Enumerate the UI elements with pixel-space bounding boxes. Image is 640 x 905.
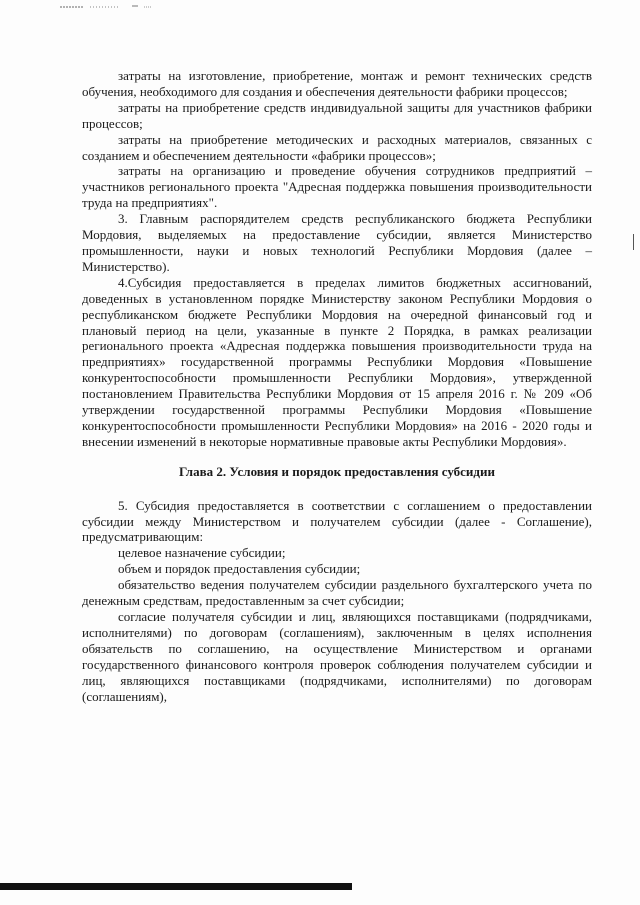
paragraph-item-3: 3. Главным распорядителем средств республиканского бюджета Республики Мордовия, выделяемых на предоставление субсидии, является Министерство промышленности, науки и новых технологий Республики Мордовия (далее – Министерство). xyxy=(82,211,592,274)
document-body xyxy=(82,68,592,704)
paragraph-target-purpose: целевое назначение субсидии; xyxy=(118,545,286,561)
paragraph-item-4: 4.Субсидия предоставляется в пределах лимитов бюджетных ассигнований, доведенных в установленном порядке Министерству законом Республики Мордовия о республиканском бюджете Республики Мордовия на очередной финансовый год и плановый период на цели, указанные в пункте 2 Порядка, в рамках реализации регионального проекта «Адресная поддержка повышения производительности труда на предприятиях» государственной программы Республики Мордовия «Повышение конкурентоспособности промышленности Республики Мордовия», утвержденной постановлением Правительства Республики Мордовия от 15 апреля 2016 г. № 209 «Об утверждении государственной программы Республики Мордовия «Повышение конкурентоспособности промышленности Республики Мордовия» на 2016 - 2020 годы и внесении изменений в некоторые нормативные правовые акты Республики Мордовия». xyxy=(82,274,592,449)
scan-header-artifact xyxy=(60,4,170,10)
paragraph-costs-training: затраты на организацию и проведение обучения сотрудников предприятий – участников регионального проекта "Адресная поддержка повышения производительности труда на предприятиях". xyxy=(82,163,592,211)
paragraph-accounting-obligation: обязательство ведения получателем субсидии раздельного бухгалтерского учета по денежным средствам, предоставленным за счет субсидии; xyxy=(82,577,592,609)
paragraph-costs-materials: затраты на приобретение методических и расходных материалов, связанных с созданием и обеспечением деятельности «фабрики процессов»; xyxy=(82,131,592,163)
paragraph-consent-checks: согласие получателя субсидии и лиц, являющихся поставщиками (подрядчиками, исполнителями) по договорам (соглашениям), заключенным в целях исполнения обязательств по соглашению, на осуществление Министерством и органами государственного финансового контроля проверок соблюдения получателем субсидии и лиц, являющихся поставщиками (подрядчиками, исполнителями) по договорам (соглашениям), xyxy=(82,609,592,704)
paragraph-costs-equipment: затраты на изготовление, приобретение, монтаж и ремонт технических средств обучения, необходимого для создания и обеспечения деятельности фабрики процессов; xyxy=(82,68,592,99)
paragraph-item-5: 5. Субсидия предоставляется в соответствии с соглашением о предоставлении субсидии между Министерством и получателем субсидии (далее - Соглашение), предусматривающим: xyxy=(82,497,592,545)
scan-footer-bar xyxy=(0,883,352,890)
paragraph-volume-order: объем и порядок предоставления субсидии; xyxy=(118,561,361,577)
paragraph-costs-protection: затраты на приобретение средств индивидуальной защиты для участников фабрики процессов; xyxy=(82,99,592,131)
scan-margin-mark xyxy=(633,234,634,250)
chapter-heading: Глава 2. Условия и порядок предоставления субсидии xyxy=(179,463,495,479)
